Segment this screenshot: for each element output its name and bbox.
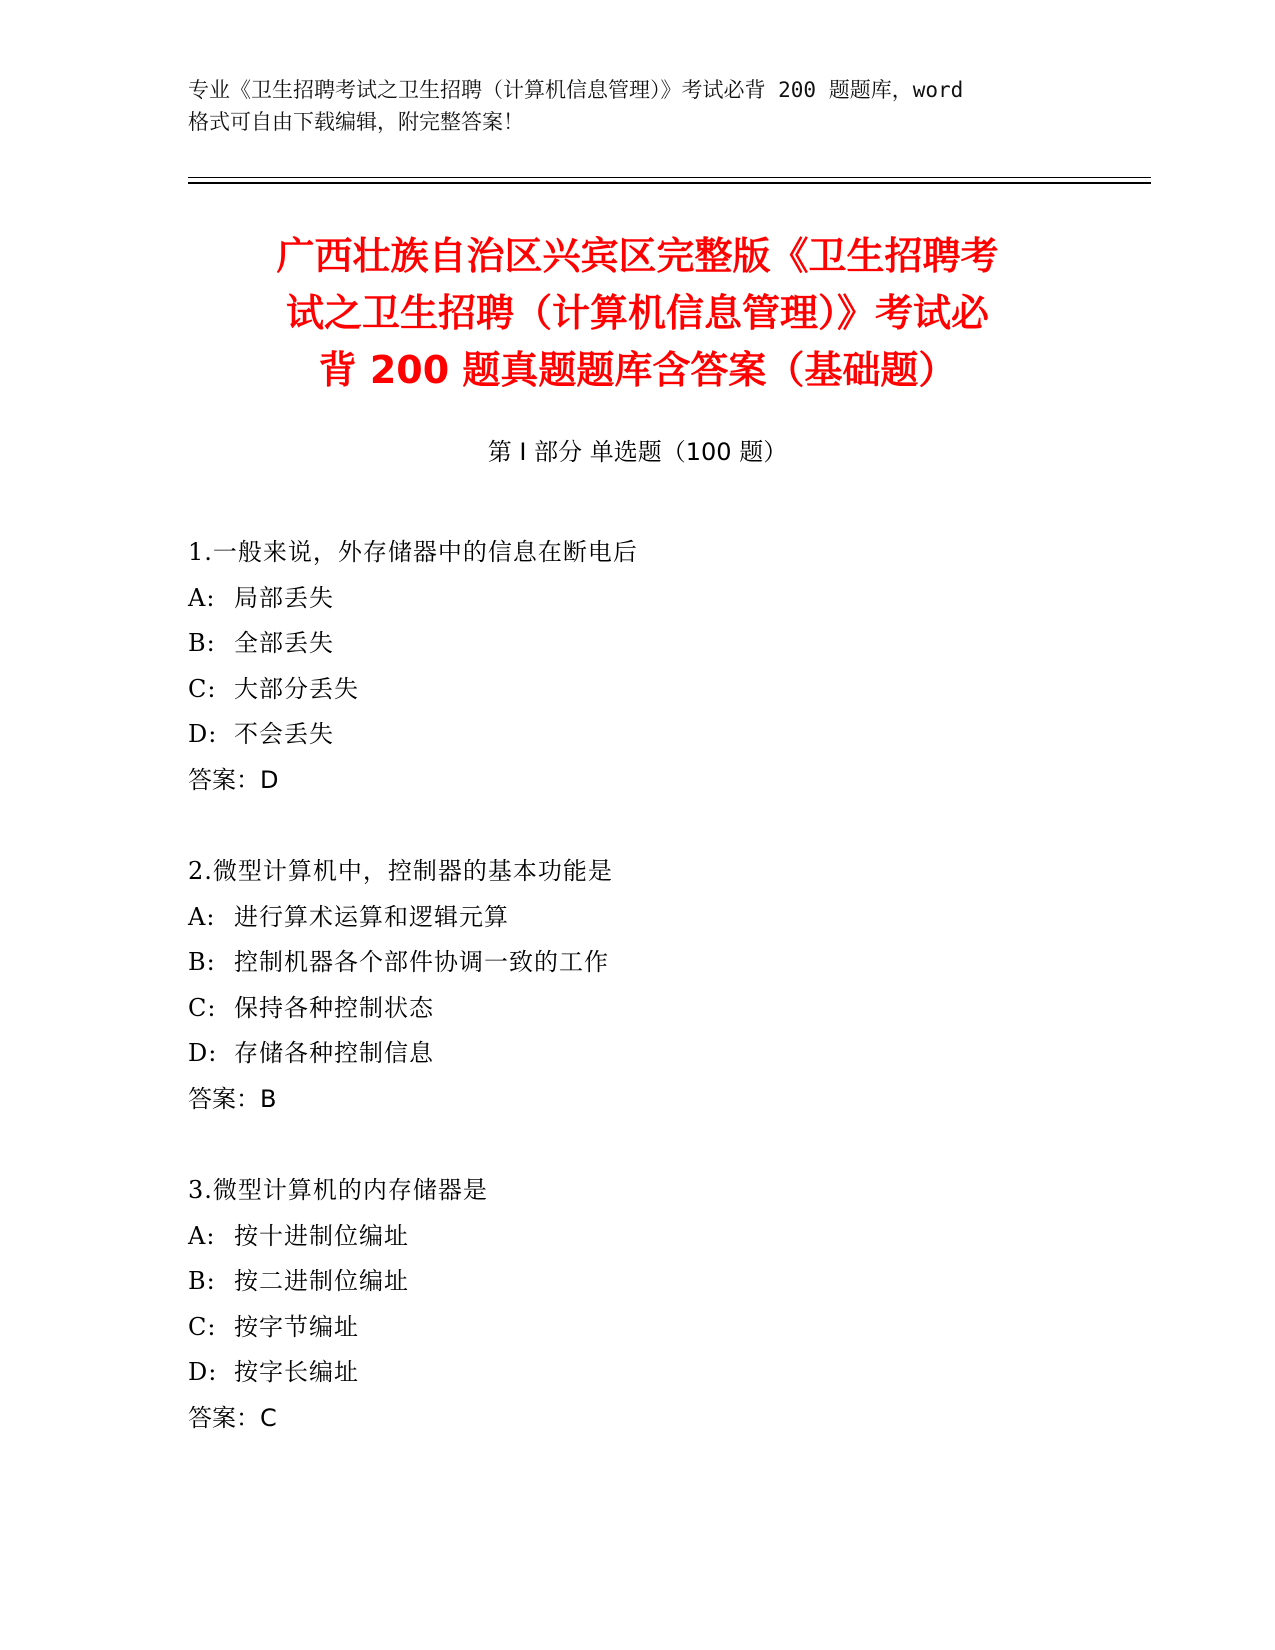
header-divider-thin bbox=[188, 177, 1151, 178]
header-divider-thick bbox=[188, 182, 1151, 184]
document-title bbox=[140, 228, 1135, 399]
option-key: A: bbox=[188, 902, 216, 931]
option-d bbox=[188, 712, 1088, 758]
option-text: 按字长编址 bbox=[234, 1358, 359, 1386]
option-key: A: bbox=[188, 583, 216, 612]
answer: 答案：C bbox=[188, 1403, 277, 1432]
option-text: 全部丢失 bbox=[234, 629, 334, 657]
option-key: D: bbox=[188, 1358, 218, 1386]
option-b bbox=[188, 1259, 1088, 1305]
option-a bbox=[188, 895, 1088, 941]
title-line-3: 背 200 题真题题库含答案（基础题） bbox=[318, 348, 957, 392]
option-text: 存储各种控制信息 bbox=[234, 1039, 434, 1067]
question-stem: 2.微型计算机中，控制器的基本功能是 bbox=[188, 857, 613, 885]
title-line-1: 广西壮族自治区兴宾区完整版《卫生招聘考 bbox=[276, 234, 999, 278]
title-line-2: 试之卫生招聘（计算机信息管理）》考试必 bbox=[285, 291, 989, 335]
header-line-1: 专业《卫生招聘考试之卫生招聘（计算机信息管理）》考试必背 200 题题库，word bbox=[188, 78, 964, 102]
question-1 bbox=[188, 530, 1088, 803]
option-text: 大部分丢失 bbox=[234, 674, 359, 703]
document-header bbox=[188, 74, 1088, 138]
question-3 bbox=[188, 1168, 1088, 1441]
option-text: 按十进制位编址 bbox=[234, 1221, 409, 1250]
option-c bbox=[188, 1305, 1088, 1351]
answer: 答案：D bbox=[188, 765, 279, 794]
option-key: B: bbox=[188, 629, 216, 657]
option-b bbox=[188, 940, 1088, 986]
option-key: C: bbox=[188, 1312, 217, 1341]
option-text: 不会丢失 bbox=[234, 720, 334, 748]
option-text: 保持各种控制状态 bbox=[234, 993, 434, 1022]
option-text: 局部丢失 bbox=[234, 583, 334, 612]
option-c bbox=[188, 986, 1088, 1032]
option-text: 控制机器各个部件协调一致的工作 bbox=[234, 948, 609, 976]
option-key: D: bbox=[188, 1039, 218, 1067]
header-line-2: 格式可自由下载编辑，附完整答案！ bbox=[188, 110, 524, 134]
option-key: B: bbox=[188, 948, 216, 976]
option-text: 按字节编址 bbox=[234, 1312, 359, 1341]
question-list bbox=[188, 530, 1088, 1487]
question-stem: 1.一般来说，外存储器中的信息在断电后 bbox=[188, 538, 638, 566]
section-title: 第 I 部分 单选题（100 题） bbox=[487, 438, 788, 466]
question-stem: 3.微型计算机的内存储器是 bbox=[188, 1176, 488, 1204]
option-key: B: bbox=[188, 1267, 216, 1295]
option-d bbox=[188, 1031, 1088, 1077]
option-key: D: bbox=[188, 720, 218, 748]
option-b bbox=[188, 621, 1088, 667]
option-key: C: bbox=[188, 993, 217, 1022]
option-key: C: bbox=[188, 674, 217, 703]
option-c bbox=[188, 667, 1088, 713]
option-a bbox=[188, 576, 1088, 622]
option-text: 按二进制位编址 bbox=[234, 1267, 409, 1295]
option-key: A: bbox=[188, 1221, 216, 1250]
question-2 bbox=[188, 849, 1088, 1122]
option-text: 进行算术运算和逻辑元算 bbox=[234, 902, 509, 931]
answer: 答案：B bbox=[188, 1084, 277, 1113]
option-a bbox=[188, 1214, 1088, 1260]
option-d bbox=[188, 1350, 1088, 1396]
